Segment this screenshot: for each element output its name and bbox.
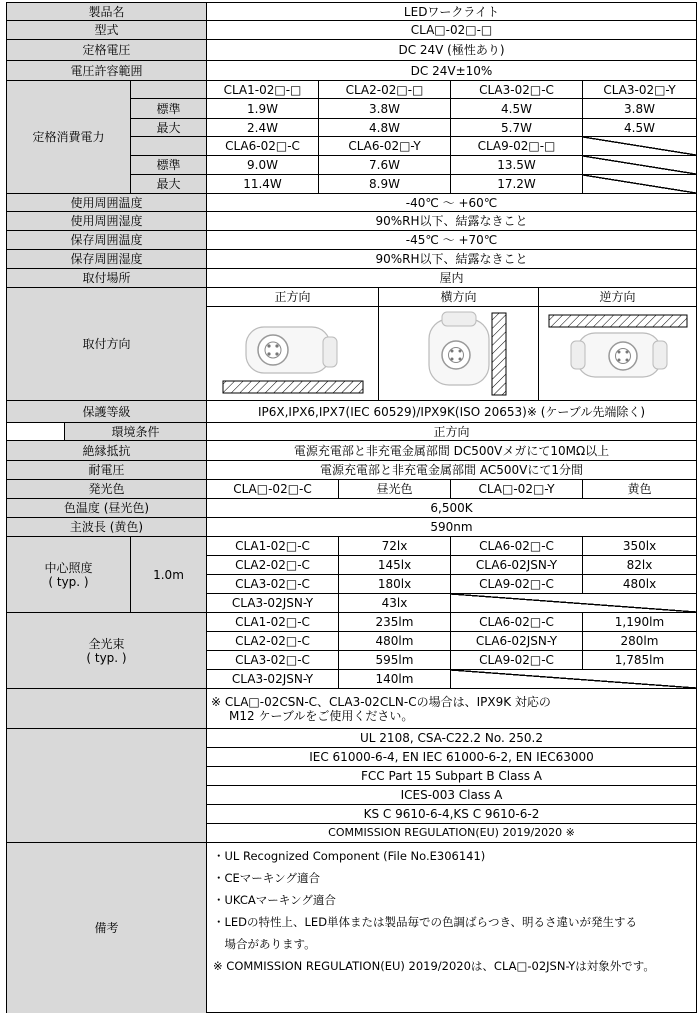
flux-r2-m2: CLA6-02JSN-Y — [450, 631, 582, 650]
environment-value: 正方向 — [206, 422, 696, 440]
flux-r1-v2: 1,190lm — [582, 612, 696, 631]
standards-label-blank — [6, 728, 206, 842]
power-std-label-a: 標準 — [130, 98, 206, 118]
color-model-c: CLA□-02□-C — [206, 479, 338, 498]
lamp-floor-icon — [213, 309, 373, 399]
power-empty-b4-std — [582, 155, 696, 174]
power-max-label-a: 最大 — [130, 118, 206, 136]
wavelength-label: 主波長 (黄色) — [6, 517, 206, 536]
power-empty-b4 — [582, 136, 696, 155]
color-model-y: CLA□-02□-Y — [450, 479, 582, 498]
location-label: 取付場所 — [6, 268, 206, 287]
illum-r2-v2: 82lx — [582, 555, 696, 574]
color-label: 発光色 — [6, 479, 206, 498]
mounting-figure-normal — [206, 306, 378, 400]
flux-typ: ( typ. ) — [86, 650, 127, 665]
flux-r2-v1: 480lm — [338, 631, 450, 650]
remark-line-3: ・UKCAマーキング適合 — [213, 893, 336, 907]
standard-2: IEC 61000-6-4, EN IEC 61000-6-2, EN IEC63000 — [206, 747, 696, 766]
illum-r1-m1: CLA1-02□-C — [206, 536, 338, 555]
mounting-dir-reverse: 逆方向 — [538, 287, 696, 306]
remark-line-5: 場合があります。 — [213, 937, 316, 951]
withstand-value: 電源充電部と非充電金属部間 AC500Vにて1分間 — [206, 460, 696, 479]
power-std-label-b: 標準 — [130, 155, 206, 174]
power-blank-b — [130, 136, 206, 155]
power-max-a1: 2.4W — [206, 118, 318, 136]
illum-r3-m2: CLA9-02□-C — [450, 574, 582, 593]
st-humidity-label: 保存周囲湿度 — [6, 249, 206, 268]
st-temp-label: 保存周囲温度 — [6, 230, 206, 249]
power-model-a3: CLA3-02□-C — [450, 80, 582, 98]
power-model-b2: CLA6-02□-Y — [318, 136, 450, 155]
model-label: 型式 — [6, 20, 206, 39]
illum-r2-v1: 145lx — [338, 555, 450, 574]
power-std-a2: 3.8W — [318, 98, 450, 118]
power-std-a4: 3.8W — [582, 98, 696, 118]
flux-r1-m2: CLA6-02□-C — [450, 612, 582, 631]
power-max-a2: 4.8W — [318, 118, 450, 136]
power-max-a4: 4.5W — [582, 118, 696, 136]
environment-blank — [6, 422, 64, 440]
ip9k-note — [206, 688, 696, 728]
illuminance-typ: ( typ. ) — [48, 574, 89, 589]
flux-r4-m1: CLA3-02JSN-Y — [206, 669, 338, 688]
power-model-a2: CLA2-02□-□ — [318, 80, 450, 98]
standard-6: COMMISSION REGULATION(EU) 2019/2020 ※ — [206, 823, 696, 842]
lamp-ceiling-icon — [543, 309, 693, 399]
flux-r3-m1: CLA3-02□-C — [206, 650, 338, 669]
flux-r2-m1: CLA2-02□-C — [206, 631, 338, 650]
flux-r3-m2: CLA9-02□-C — [450, 650, 582, 669]
mounting-dir-side: 横方向 — [378, 287, 538, 306]
flux-r3-v1: 595lm — [338, 650, 450, 669]
flux-r3-v2: 1,785lm — [582, 650, 696, 669]
lamp-wall-icon — [384, 309, 534, 399]
illum-r3-m1: CLA3-02□-C — [206, 574, 338, 593]
power-empty-b4-max — [582, 174, 696, 193]
power-std-b2: 7.6W — [318, 155, 450, 174]
power-std-a3: 4.5W — [450, 98, 582, 118]
illum-r2-m1: CLA2-02□-C — [206, 555, 338, 574]
ip9k-note-label-blank — [6, 688, 206, 728]
power-blank-a — [130, 80, 206, 98]
standard-4: ICES-003 Class A — [206, 785, 696, 804]
power-max-b3: 17.2W — [450, 174, 582, 193]
standard-1: UL 2108, CSA-C22.2 No. 250.2 — [206, 728, 696, 747]
standard-5: KS C 9610-6-4,KS C 9610-6-2 — [206, 804, 696, 823]
st-humidity-value: 90%RH以下、結露なきこと — [206, 249, 696, 268]
power-std-b3: 13.5W — [450, 155, 582, 174]
flux-label-cell — [6, 612, 206, 688]
power-model-b3: CLA9-02□-□ — [450, 136, 582, 155]
st-temp-value: -45℃ ～ +70℃ — [206, 230, 696, 249]
remark-line-4: ・LEDの特性上、LED単体または製品毎での色調ばらつき、明るさ違いが発生する — [213, 915, 637, 929]
insulation-value: 電源充電部と非充電金属部間 DC500Vメガにて10MΩ以上 — [206, 440, 696, 460]
illuminance-distance: 1.0m — [130, 536, 206, 612]
illum-r1-v2: 350lx — [582, 536, 696, 555]
product-name-label: 製品名 — [6, 2, 206, 20]
flux-r2-v2: 280lm — [582, 631, 696, 650]
protection-label: 保護等級 — [6, 400, 206, 422]
illum-r1-m2: CLA6-02□-C — [450, 536, 582, 555]
standard-3: FCC Part 15 Subpart B Class A — [206, 766, 696, 785]
power-std-b1: 9.0W — [206, 155, 318, 174]
remark-line-1: ・UL Recognized Component (File No.E306141) — [213, 849, 486, 863]
location-value: 屋内 — [206, 268, 696, 287]
illum-r2-m2: CLA6-02JSN-Y — [450, 555, 582, 574]
power-std-a1: 1.9W — [206, 98, 318, 118]
illum-r4-m1: CLA3-02JSN-Y — [206, 593, 338, 612]
power-max-label-b: 最大 — [130, 174, 206, 193]
voltage-range-label: 電圧許容範囲 — [6, 60, 206, 80]
ip9k-note-line-2: M12 ケーブルをご使用ください。 — [229, 708, 414, 723]
color-name-y: 黄色 — [582, 479, 696, 498]
flux-label: 全光束 — [88, 636, 125, 651]
op-temp-label: 使用周囲温度 — [6, 193, 206, 211]
op-humidity-value: 90%RH以下、結露なきこと — [206, 211, 696, 230]
mounting-figure-reverse — [538, 306, 696, 400]
remark-line-6: ※ COMMISSION REGULATION(EU) 2019/2020は、CLA□-02JSN-Yは対象外です。 — [213, 959, 655, 973]
model-value: CLA□-02□-□ — [206, 20, 696, 39]
illum-r4-empty — [450, 593, 696, 612]
mounting-dir-normal: 正方向 — [206, 287, 378, 306]
illuminance-label-cell — [6, 536, 130, 612]
protection-value: IP6X,IPX6,IPX7(IEC 60529)/IPX9K(ISO 20653)※ (ケーブル先端除く) — [206, 400, 696, 422]
mounting-label: 取付方向 — [6, 287, 206, 400]
flux-r1-m1: CLA1-02□-C — [206, 612, 338, 631]
flux-r1-v1: 235lm — [338, 612, 450, 631]
wavelength-value: 590nm — [206, 517, 696, 536]
power-max-a3: 5.7W — [450, 118, 582, 136]
color-temp-value: 6,500K — [206, 498, 696, 517]
op-humidity-label: 使用周囲湿度 — [6, 211, 206, 230]
power-max-b2: 8.9W — [318, 174, 450, 193]
illuminance-label: 中心照度 — [44, 560, 93, 575]
power-max-b1: 11.4W — [206, 174, 318, 193]
remarks-body — [206, 842, 696, 1013]
illum-r1-v1: 72lx — [338, 536, 450, 555]
rated-voltage-label: 定格電圧 — [6, 39, 206, 60]
flux-r4-empty — [450, 669, 696, 688]
remark-line-2: ・CEマーキング適合 — [213, 871, 320, 885]
remarks-label: 備考 — [6, 842, 206, 1013]
color-name-c: 昼光色 — [338, 479, 450, 498]
color-temp-label: 色温度 (昼光色) — [6, 498, 206, 517]
voltage-range-value: DC 24V±10% — [206, 60, 696, 80]
illum-r4-v1: 43lx — [338, 593, 450, 612]
product-name-value: LEDワークライト — [206, 2, 696, 20]
op-temp-value: -40℃ ～ +60℃ — [206, 193, 696, 211]
flux-r4-v1: 140lm — [338, 669, 450, 688]
illum-r3-v2: 480lx — [582, 574, 696, 593]
environment-label: 環境条件 — [64, 422, 206, 440]
rated-voltage-value: DC 24V (極性あり) — [206, 39, 696, 60]
power-model-a1: CLA1-02□-□ — [206, 80, 318, 98]
insulation-label: 絶縁抵抗 — [6, 440, 206, 460]
ip9k-note-line-1: ※ CLA□-02CSN-C、CLA3-02CLN-Cの場合は、IPX9K 対応の — [211, 694, 551, 709]
power-model-a4: CLA3-02□-Y — [582, 80, 696, 98]
illum-r3-v1: 180lx — [338, 574, 450, 593]
power-model-b1: CLA6-02□-C — [206, 136, 318, 155]
mounting-figure-side — [378, 306, 538, 400]
power-label: 定格消費電力 — [6, 80, 130, 193]
withstand-label: 耐電圧 — [6, 460, 206, 479]
